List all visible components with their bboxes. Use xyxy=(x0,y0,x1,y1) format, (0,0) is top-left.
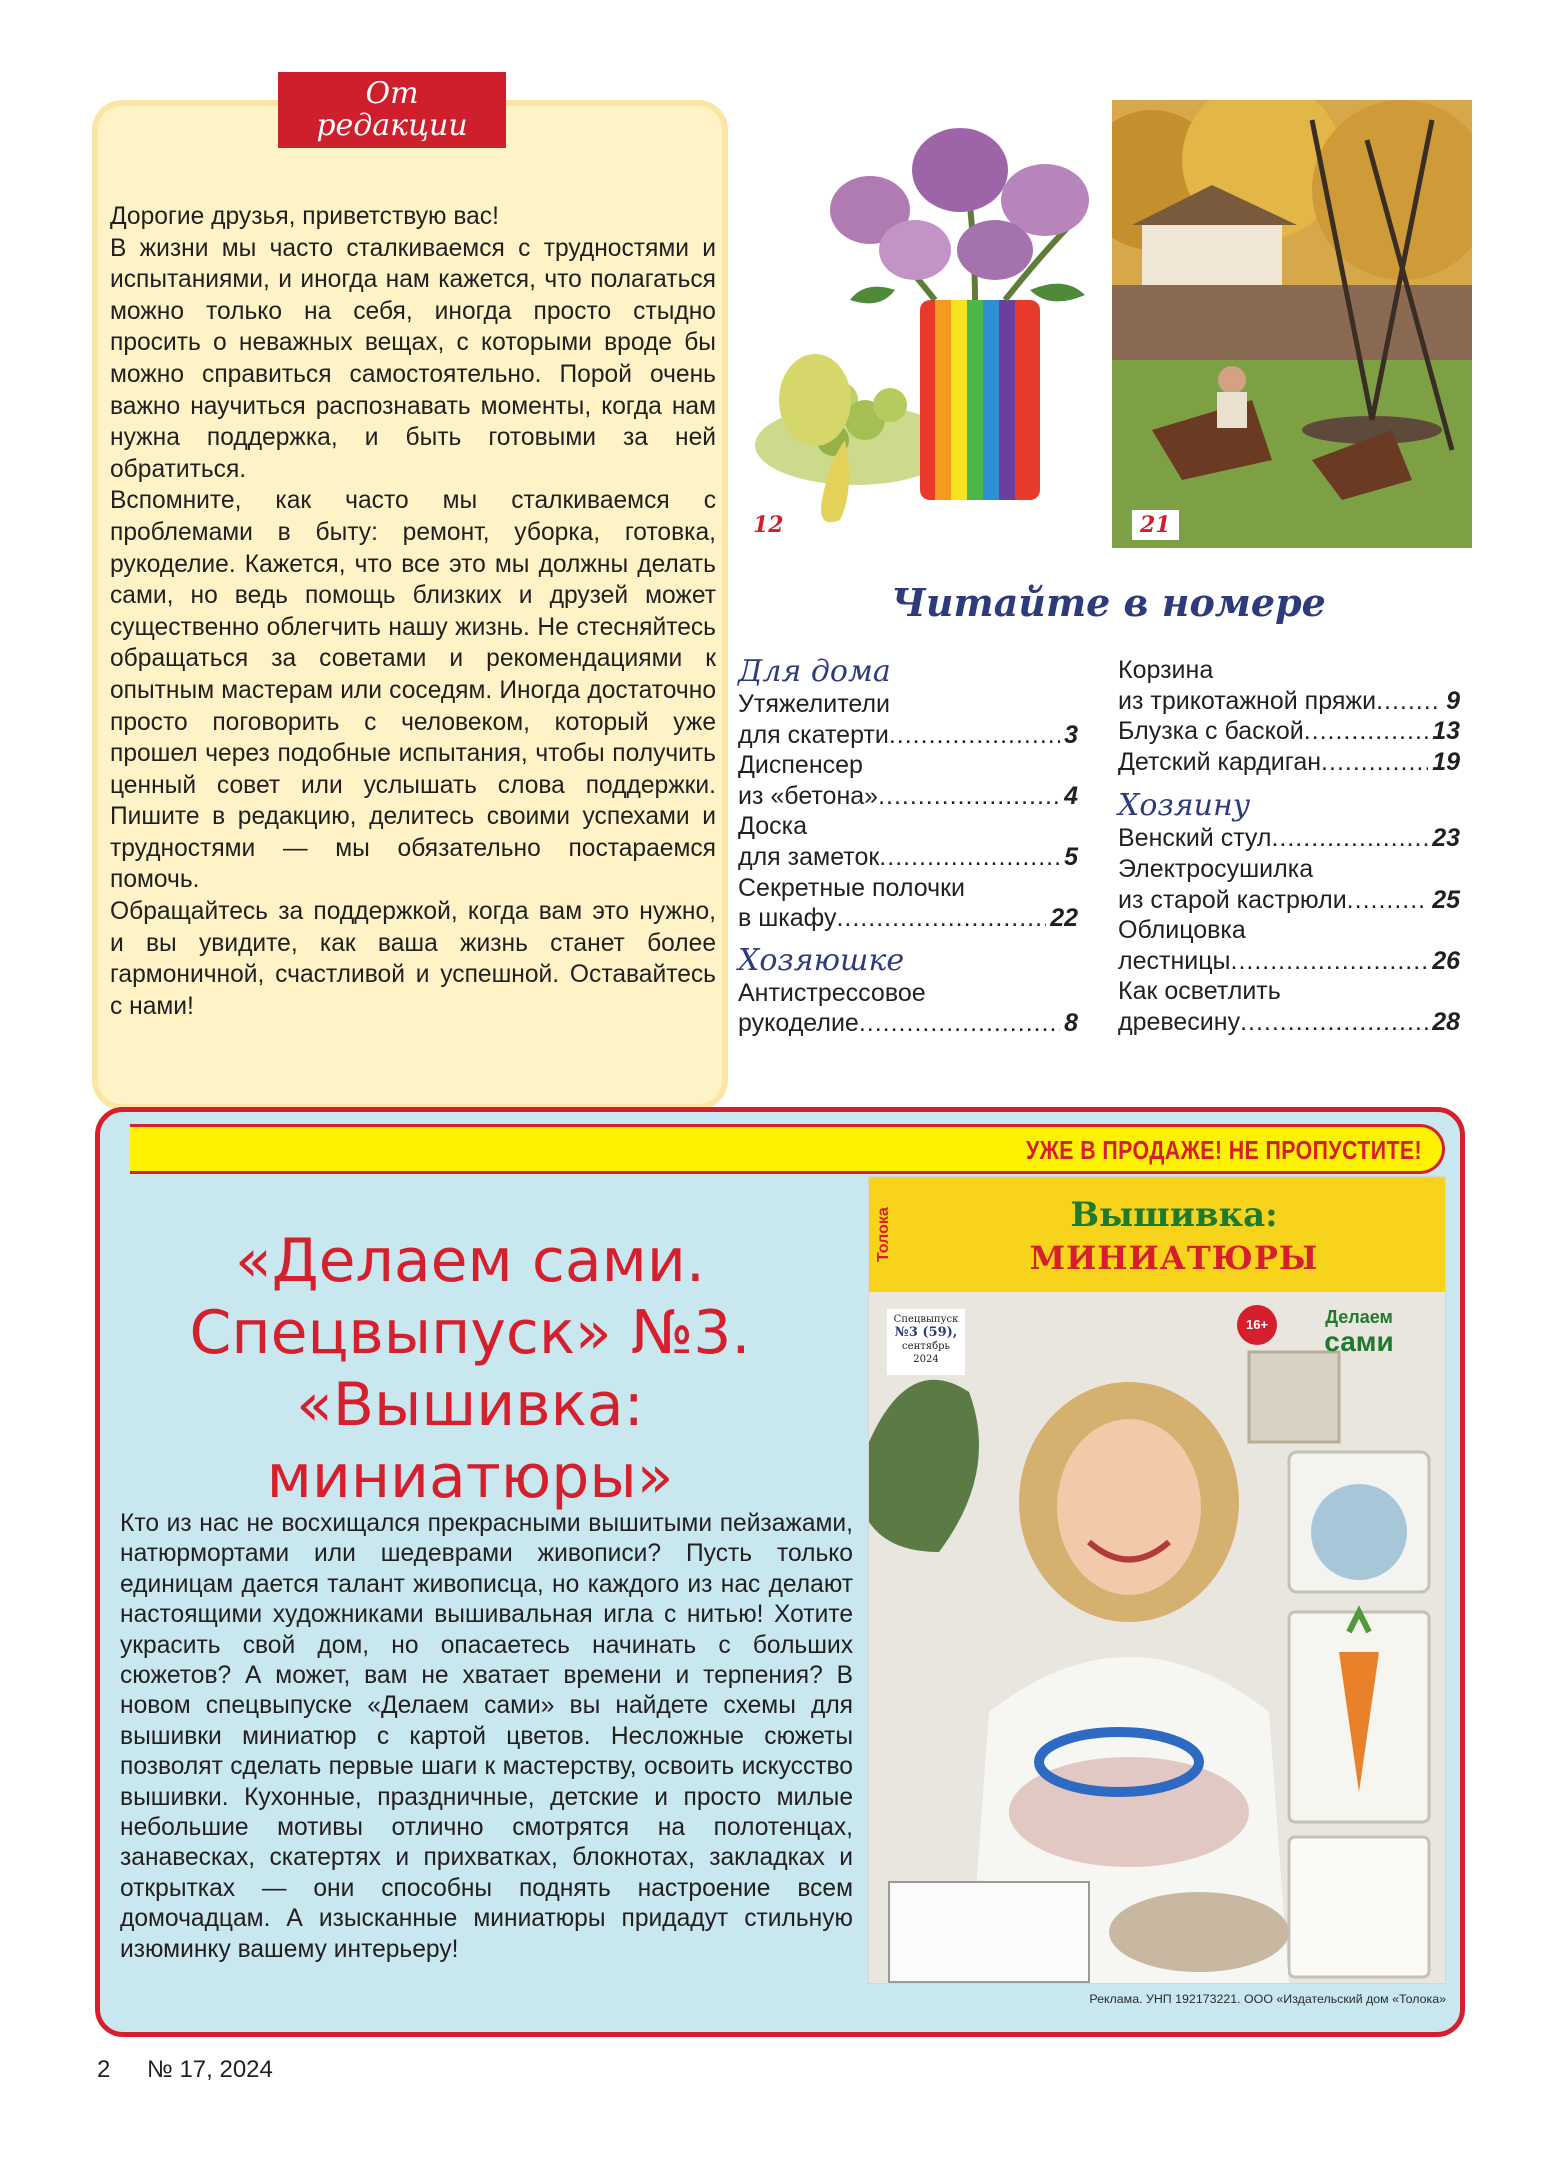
toc-item[interactable] xyxy=(1118,915,1460,976)
editorial-paragraph: Вспомните, как часто мы сталкиваемся с проблемами в быту: ремонт, уборка, готовка, рукоделие. Кажется, что все это мы должны делать сами, но ведь помощь близких и друзей может существенно облегчить нашу жизнь. Не стесняйтесь обращаться за советами и рекомендациями к опытным мастерам или соседям. Иногда достаточно просто поговорить с человеком, который уже прошел через подобные испытания, чтобы получить ценный совет или услышать слова поддержки. Пишите в редакцию, делитесь своими успехами и трудностями — мы обязательно постараемся помочь. xyxy=(110,487,716,894)
ad-title xyxy=(130,1225,810,1513)
toc-item-label: из «бетона» xyxy=(738,781,879,810)
toc-item-label: Венский стул xyxy=(1118,824,1272,853)
toc-leader xyxy=(1321,747,1428,778)
toc-page: 4 xyxy=(1064,781,1078,810)
ad-title-line: «Делаем сами. xyxy=(235,1226,705,1296)
toc-page: 13 xyxy=(1432,717,1460,746)
toc-item[interactable] xyxy=(738,750,1078,811)
toc-item-line1: Утяжелители xyxy=(738,690,891,718)
toc-page: 23 xyxy=(1432,824,1460,853)
cover-photo xyxy=(869,1292,1446,1984)
page-footer xyxy=(97,2056,273,2084)
toc-page: 19 xyxy=(1432,747,1460,776)
cover-issue-label: Спецвыпуск xyxy=(893,1314,959,1325)
toc-item-line1: Электросушилка xyxy=(1118,854,1314,883)
toc-item[interactable] xyxy=(738,873,1078,934)
magazine-cover[interactable] xyxy=(868,1176,1446,1984)
toc-item[interactable] xyxy=(738,978,1078,1039)
ad-caption: Реклама. УНП 192173221. ООО «Издательский дом «Толока» xyxy=(1089,1992,1446,2006)
ad-text: Кто из нас не восхищался прекрасными вышитыми пейзажами, натюрмортами или шедеврами живописи? Пусть только единицам дается талант живописца, но каждого из нас делают настоящими художниками вышивальная игла с нитью! Хотите украсить свой дом, но опасаетесь начинать с больших сюжетов? А может, вам не хватает времени и терпения? В новом спецвыпуске «Делаем сами» вы найдете схемы для вышивки миниатюр с картой цветов. Несложные сюжеты позволят сделать первые шаги к мастерству, освоить искусство вышивки. Кухонные, праздничные, детские и просто милые небольшие мотивы отлично смотрятся на полотенцах, занавесках, скатертях и прихватках, блокнотах, закладках и открытках — они способны поднять настроение всем домочадцам. А изысканные миниатюры придадут стильную изюминку вашему интерьеру! xyxy=(120,1510,853,1963)
toc-item-line xyxy=(738,720,1078,751)
toc-item[interactable] xyxy=(1118,655,1460,716)
toc-item[interactable] xyxy=(1118,716,1460,747)
toc-item-line xyxy=(1118,946,1460,977)
toc-page: 5 xyxy=(1064,842,1078,871)
toc-leader xyxy=(1304,716,1428,747)
toc-item-line1: Антистрессовое xyxy=(738,978,926,1007)
cover-logo-line2: сами xyxy=(1324,1326,1394,1357)
toc-item-label: Блузка с баской xyxy=(1118,717,1304,746)
cover-brand: Толока xyxy=(875,1207,892,1263)
cover-logo xyxy=(1299,1307,1419,1375)
garden-page-number: 21 xyxy=(1132,510,1179,540)
lilac-illustration xyxy=(745,100,1115,548)
cover-issue-month: сентябрь xyxy=(902,1341,950,1352)
lilac-photo xyxy=(745,100,1115,548)
ad-banner-text: УЖЕ В ПРОДАЖЕ! НЕ ПРОПУСТИТЕ! xyxy=(1025,1135,1422,1165)
toc-leader xyxy=(836,903,1046,934)
toc-item-label: Детский кардиган xyxy=(1118,747,1322,776)
toc-page: 25 xyxy=(1432,885,1460,914)
toc-section-owner-title: Хозяину xyxy=(1118,788,1251,824)
editorial-paragraph: В жизни мы часто сталкиваемся с трудностями и испытаниями, и иногда нам кажется, что полагаться можно только на себя, иногда просто стыдно просить о неважных вещах, с которыми вроде бы можно справиться самостоятельно. Порой очень важно научиться распознавать моменты, когда нам нужна поддержка, и быть готовыми за ней обратиться. xyxy=(110,234,716,483)
toc-column-left xyxy=(738,655,1078,1039)
toc-item-line xyxy=(738,842,1078,873)
cover-title-line2: МИНИАТЮРЫ xyxy=(1029,1239,1319,1277)
toc-item-line xyxy=(738,903,1078,934)
toc-item-line xyxy=(738,781,1078,812)
toc-item[interactable] xyxy=(738,811,1078,872)
ad-title-line: миниатюры» xyxy=(266,1442,674,1512)
toc-page: 22 xyxy=(1050,904,1078,933)
garden-photo xyxy=(1112,100,1472,548)
editorial-tag xyxy=(278,72,506,148)
toc-page: 3 xyxy=(1064,720,1078,749)
editorial-text xyxy=(110,201,716,1022)
toc-page: 28 xyxy=(1432,1007,1460,1036)
toc-leader xyxy=(878,781,1060,812)
cover-issue-badge xyxy=(887,1309,965,1375)
toc-item[interactable] xyxy=(738,689,1078,750)
toc-leader xyxy=(889,720,1060,751)
editorial-tag-line1: От xyxy=(365,76,419,111)
toc-section-home-title: Для дома xyxy=(738,654,891,689)
toc-item-line1: Диспенсер xyxy=(738,751,863,780)
garden-illustration xyxy=(1112,100,1472,548)
toc-item-line1: Секретные полочки xyxy=(738,873,965,902)
contents-title: Читайте в номере xyxy=(891,580,1326,625)
toc-leader xyxy=(1376,686,1442,717)
toc-item[interactable] xyxy=(1118,823,1460,854)
toc-item[interactable] xyxy=(1118,854,1460,915)
toc-item[interactable] xyxy=(1118,747,1460,778)
toc-item-line xyxy=(1118,885,1460,916)
toc-item-label: для скатерти xyxy=(738,720,889,749)
cover-age-badge: 16+ xyxy=(1237,1305,1277,1345)
toc-item[interactable] xyxy=(1118,976,1460,1037)
toc-leader xyxy=(879,842,1060,873)
toc-leader xyxy=(859,1008,1060,1039)
toc-page: 9 xyxy=(1446,686,1460,715)
toc-page: 26 xyxy=(1432,946,1460,975)
toc-item-line1: Как осветлить xyxy=(1118,977,1281,1006)
issue-number: № 17, 2024 xyxy=(147,2056,273,2083)
toc-leader xyxy=(1271,823,1428,854)
toc-item-label: древесину xyxy=(1118,1007,1241,1036)
editorial-tag-line2: редакции xyxy=(316,108,468,143)
toc-item-line1: Облицовка xyxy=(1118,916,1246,945)
ad-banner xyxy=(130,1124,1445,1174)
lilac-page-number: 12 xyxy=(745,510,792,540)
cover-illustration xyxy=(869,1292,1446,1984)
toc-leader xyxy=(1240,1007,1428,1038)
toc-page: 8 xyxy=(1064,1009,1078,1038)
toc-item-label: в шкафу xyxy=(738,904,837,933)
toc-item-line1: Корзина xyxy=(1118,656,1214,684)
cover-title-line1: Вышивка: xyxy=(1070,1195,1278,1235)
toc-item-label: из трикотажной пряжи xyxy=(1118,686,1377,715)
editorial-paragraph: Обращайтесь за поддержкой, когда вам это нужно, и вы увидите, как ваша жизнь станет более гармоничной, счастливой и успешной. Оставайтесь с нами! xyxy=(110,898,716,1020)
toc-item-label: лестницы xyxy=(1118,946,1231,975)
page-number: 2 xyxy=(97,2056,111,2083)
toc-column-right xyxy=(1118,655,1460,1038)
ad-title-line: Спецвыпуск» №3. xyxy=(189,1298,751,1368)
toc-item-label: из старой кастрюли xyxy=(1118,885,1347,914)
toc-item-line xyxy=(738,1008,1078,1039)
cover-logo-line1: Делаем xyxy=(1325,1307,1393,1327)
toc-item-line xyxy=(1118,1007,1460,1038)
toc-item-line xyxy=(1118,686,1460,717)
toc-item-line1: Доска xyxy=(738,812,808,841)
cover-issue-number: №3 (59), xyxy=(894,1325,958,1340)
toc-leader xyxy=(1231,946,1429,977)
toc-leader xyxy=(1347,885,1429,916)
toc-section-housewife-title: Хозяюшке xyxy=(738,942,905,978)
toc-item-label: рукоделие xyxy=(738,1009,859,1038)
editorial-paragraph: Дорогие друзья, приветствую вас! xyxy=(110,203,499,230)
cover-issue-year: 2024 xyxy=(913,1354,939,1365)
ad-title-line: «Вышивка: xyxy=(296,1370,644,1440)
toc-item-label: для заметок xyxy=(738,842,880,871)
